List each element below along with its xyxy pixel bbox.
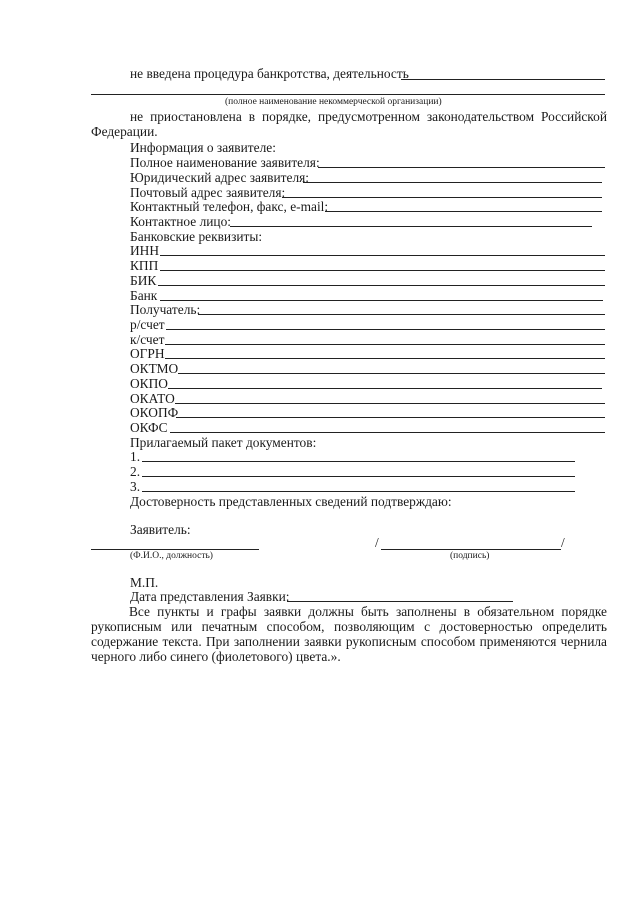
rs-field[interactable]	[166, 329, 605, 330]
okpo-field[interactable]	[168, 388, 602, 389]
bik-label: БИК	[130, 273, 157, 288]
applicant-label: Заявитель:	[130, 522, 191, 537]
document-item-number: 1.	[130, 449, 141, 464]
organization-name-blank-line[interactable]	[91, 94, 605, 95]
activity-blank-line[interactable]	[401, 79, 605, 80]
name-position-field[interactable]	[91, 549, 259, 550]
applicant-full-name-field[interactable]	[318, 167, 605, 168]
applicant-info-heading: Информация о заявителе:	[130, 140, 276, 155]
ks-label: к/счет	[130, 332, 165, 347]
confirmation-text: Достоверность представленных сведений подтверждаю:	[130, 494, 452, 509]
contact-person-label: Контактное лицо:	[130, 214, 232, 229]
okopf-label: ОКОПФ	[130, 405, 179, 420]
recipient-field[interactable]	[198, 314, 605, 315]
bank-field[interactable]	[160, 300, 603, 301]
signature-caption: (подпись)	[450, 551, 490, 561]
okpo-label: ОКПО	[130, 376, 168, 391]
contact-phone-label: Контактный телефон, факс, e-mail:	[130, 199, 329, 214]
okfs-field[interactable]	[170, 432, 605, 433]
document-item-number: 3.	[130, 479, 141, 494]
oktmo-field[interactable]	[178, 373, 605, 374]
bank-label: Банк	[130, 288, 158, 303]
legal-address-field[interactable]	[303, 182, 602, 183]
slash-right: /	[561, 535, 565, 550]
documents-heading: Прилагаемый пакет документов:	[130, 435, 317, 450]
contact-phone-field[interactable]	[325, 211, 602, 212]
submission-date-label: Дата представления Заявки:	[130, 589, 290, 604]
inn-label: ИНН	[130, 243, 160, 258]
contact-person-field[interactable]	[230, 226, 592, 227]
intro-line-4: Федерации.	[91, 124, 158, 139]
applicant-full-name-label: Полное наименование заявителя:	[130, 155, 320, 170]
document-item-number: 2.	[130, 464, 141, 479]
oktmo-label: ОКТМО	[130, 361, 179, 376]
okfs-label: ОКФС	[130, 420, 168, 435]
ogrn-field[interactable]	[165, 358, 605, 359]
document-item-field[interactable]	[142, 476, 575, 477]
rs-label: р/счет	[130, 317, 165, 332]
ogrn-label: ОГРН	[130, 346, 165, 361]
intro-line-1: не введена процедура банкротства, деятельность	[130, 66, 409, 81]
postal-address-field[interactable]	[282, 197, 602, 198]
signature-field[interactable]	[381, 549, 561, 550]
intro-line-3: не приостановлена в порядке, предусмотренном законодательством Российской	[130, 109, 607, 124]
postal-address-label: Почтовый адрес заявителя:	[130, 185, 286, 200]
recipient-label: Получатель:	[130, 302, 201, 317]
kpp-field[interactable]	[160, 270, 605, 271]
final-paragraph-text: Все пункты и графы заявки должны быть заполнены в обязательном порядке рукописным или печатным способом, позволяющим с достоверностью определить содержание текста. При заполнении заявки рукописным способом применяются чернила черного либо синего (фиолетового) цвета.».	[91, 604, 607, 664]
organization-name-caption: (полное наименование некоммерческой организации)	[225, 97, 442, 107]
final-paragraph	[91, 604, 607, 664]
slash-left: /	[375, 535, 379, 550]
document-item-field[interactable]	[142, 491, 575, 492]
okato-label: ОКАТО	[130, 391, 175, 406]
bank-details-heading: Банковские реквизиты:	[130, 229, 263, 244]
name-position-caption: (Ф.И.О., должность)	[130, 551, 213, 561]
stamp-place-label: М.П.	[130, 575, 159, 590]
document-item-field[interactable]	[142, 461, 575, 462]
bik-field[interactable]	[158, 285, 605, 286]
okopf-field[interactable]	[176, 417, 605, 418]
legal-address-label: Юридический адрес заявителя:	[130, 170, 310, 185]
submission-date-field[interactable]	[287, 601, 513, 602]
inn-field[interactable]	[160, 255, 605, 256]
okato-field[interactable]	[175, 403, 605, 404]
ks-field[interactable]	[165, 344, 605, 345]
kpp-label: КПП	[130, 258, 159, 273]
